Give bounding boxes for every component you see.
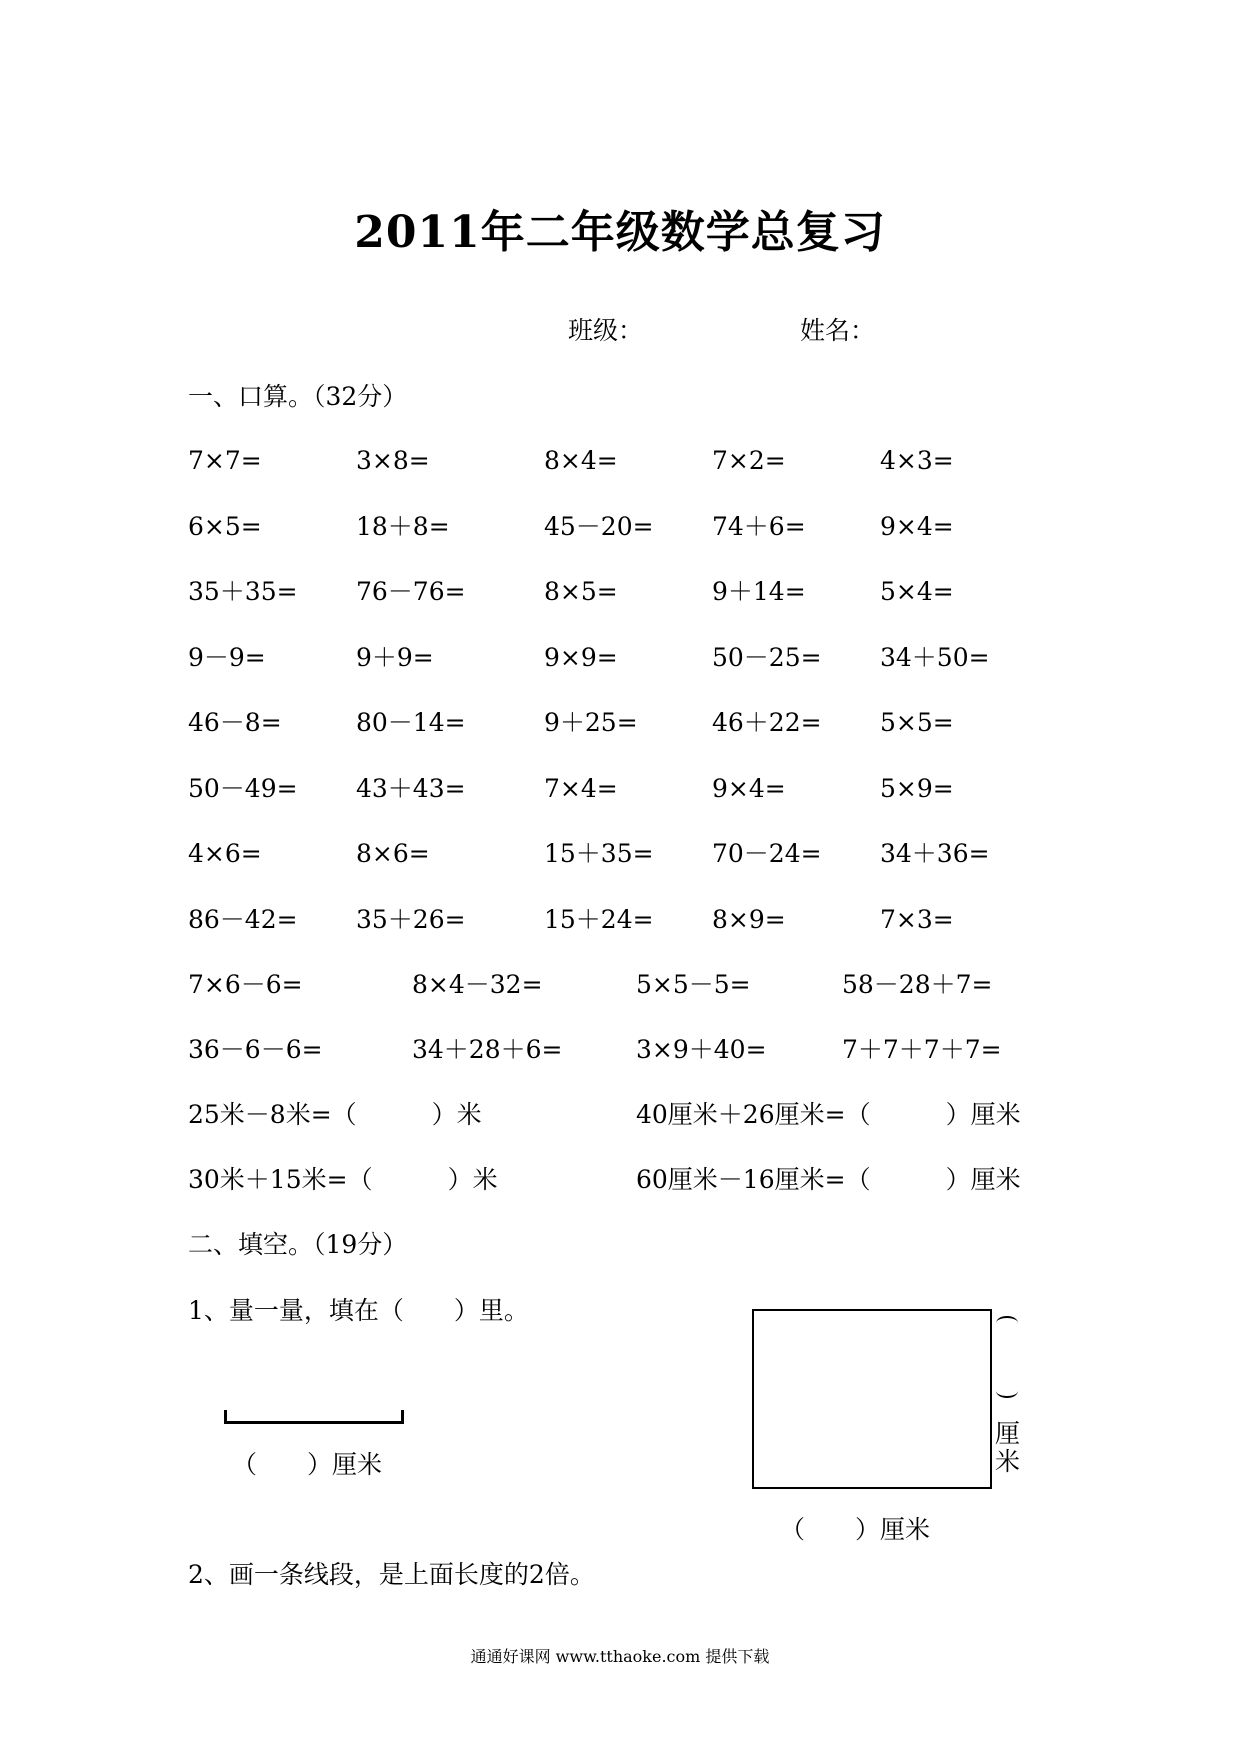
problem: 86－42= bbox=[188, 904, 298, 934]
problem: 7×4= bbox=[544, 773, 618, 803]
problem: 7＋7＋7＋7= bbox=[842, 1035, 1002, 1064]
class-label: 班级： bbox=[568, 316, 644, 345]
segment-answer: （ ）厘米 bbox=[232, 1450, 383, 1479]
problem: 5×9= bbox=[880, 773, 954, 803]
side-paren-bottom bbox=[996, 1384, 1018, 1398]
problem: 9＋14= bbox=[712, 577, 806, 606]
problem: 8×9= bbox=[712, 904, 786, 934]
problem: 3×8= bbox=[356, 446, 430, 475]
problem: 36－6－6= bbox=[188, 1035, 323, 1064]
line-segment bbox=[224, 1410, 404, 1424]
problem: 80－14= bbox=[356, 708, 466, 737]
problem: 30米＋15米=（ ）米 bbox=[188, 1165, 498, 1194]
section2-heading: 二、填空。（19分） bbox=[188, 1230, 408, 1259]
problem: 34＋50= bbox=[880, 642, 990, 672]
problem: 9×4= bbox=[712, 773, 786, 803]
problem: 15＋35= bbox=[544, 839, 654, 868]
problem: 40厘米＋26厘米=（ ）厘米 bbox=[636, 1100, 1021, 1129]
problem: 6×5= bbox=[188, 511, 262, 541]
problem: 34＋36= bbox=[880, 839, 990, 868]
problem: 25米－8米=（ ）米 bbox=[188, 1100, 482, 1129]
page-title: 2011年二年级数学总复习 bbox=[354, 207, 886, 258]
problem: 15＋24= bbox=[544, 904, 654, 934]
problem: 9＋25= bbox=[544, 708, 638, 737]
problem: 8×5= bbox=[544, 577, 618, 606]
problem: 5×4= bbox=[880, 577, 954, 606]
problem: 70－24= bbox=[712, 839, 822, 868]
problem: 18＋8= bbox=[356, 511, 450, 541]
problem: 7×7= bbox=[188, 446, 262, 475]
question-2: 2、画一条线段，是上面长度的2倍。 bbox=[188, 1560, 595, 1589]
section1-heading: 一、口算。（32分） bbox=[188, 382, 408, 411]
problem: 35＋35= bbox=[188, 577, 298, 606]
problem: 4×3= bbox=[880, 446, 954, 475]
problem: 34＋28＋6= bbox=[412, 1035, 563, 1064]
problem: 5×5= bbox=[880, 708, 954, 737]
problem: 50－25= bbox=[712, 642, 822, 672]
problem: 74＋6= bbox=[712, 511, 806, 541]
problem: 43＋43= bbox=[356, 773, 466, 803]
problem: 9×9= bbox=[544, 642, 618, 672]
problem: 8×4= bbox=[544, 446, 618, 475]
problem: 8×6= bbox=[356, 839, 430, 868]
problem: 45－20= bbox=[544, 511, 654, 541]
problem: 76－76= bbox=[356, 577, 466, 606]
problem: 46－8= bbox=[188, 708, 282, 737]
problem: 7×6－6= bbox=[188, 970, 303, 999]
problem: 35＋26= bbox=[356, 904, 466, 934]
problem: 7×2= bbox=[712, 446, 786, 475]
question-1: 1、量一量，填在（ ）里。 bbox=[188, 1296, 529, 1325]
rect-side-answer: 厘米 bbox=[995, 1419, 1021, 1476]
name-label: 姓名： bbox=[800, 316, 876, 345]
problem: 9×4= bbox=[880, 511, 954, 541]
problem: 4×6= bbox=[188, 839, 262, 868]
problem: 9－9= bbox=[188, 642, 266, 672]
problem: 58－28＋7= bbox=[842, 970, 993, 999]
problem: 5×5－5= bbox=[636, 970, 751, 999]
problem: 3×9＋40= bbox=[636, 1035, 767, 1064]
problem: 46＋22= bbox=[712, 708, 822, 737]
rect-bottom-answer: （ ）厘米 bbox=[780, 1515, 931, 1544]
problem: 60厘米－16厘米=（ ）厘米 bbox=[636, 1165, 1021, 1194]
problem: 50－49= bbox=[188, 773, 298, 803]
footer: 通通好课网 www.tthaoke.com 提供下载 bbox=[470, 1647, 770, 1666]
problem: 7×3= bbox=[880, 904, 954, 934]
problem: 9＋9= bbox=[356, 642, 434, 672]
side-paren-top bbox=[996, 1316, 1018, 1330]
problem: 8×4－32= bbox=[412, 970, 543, 999]
rectangle-figure bbox=[752, 1309, 992, 1489]
